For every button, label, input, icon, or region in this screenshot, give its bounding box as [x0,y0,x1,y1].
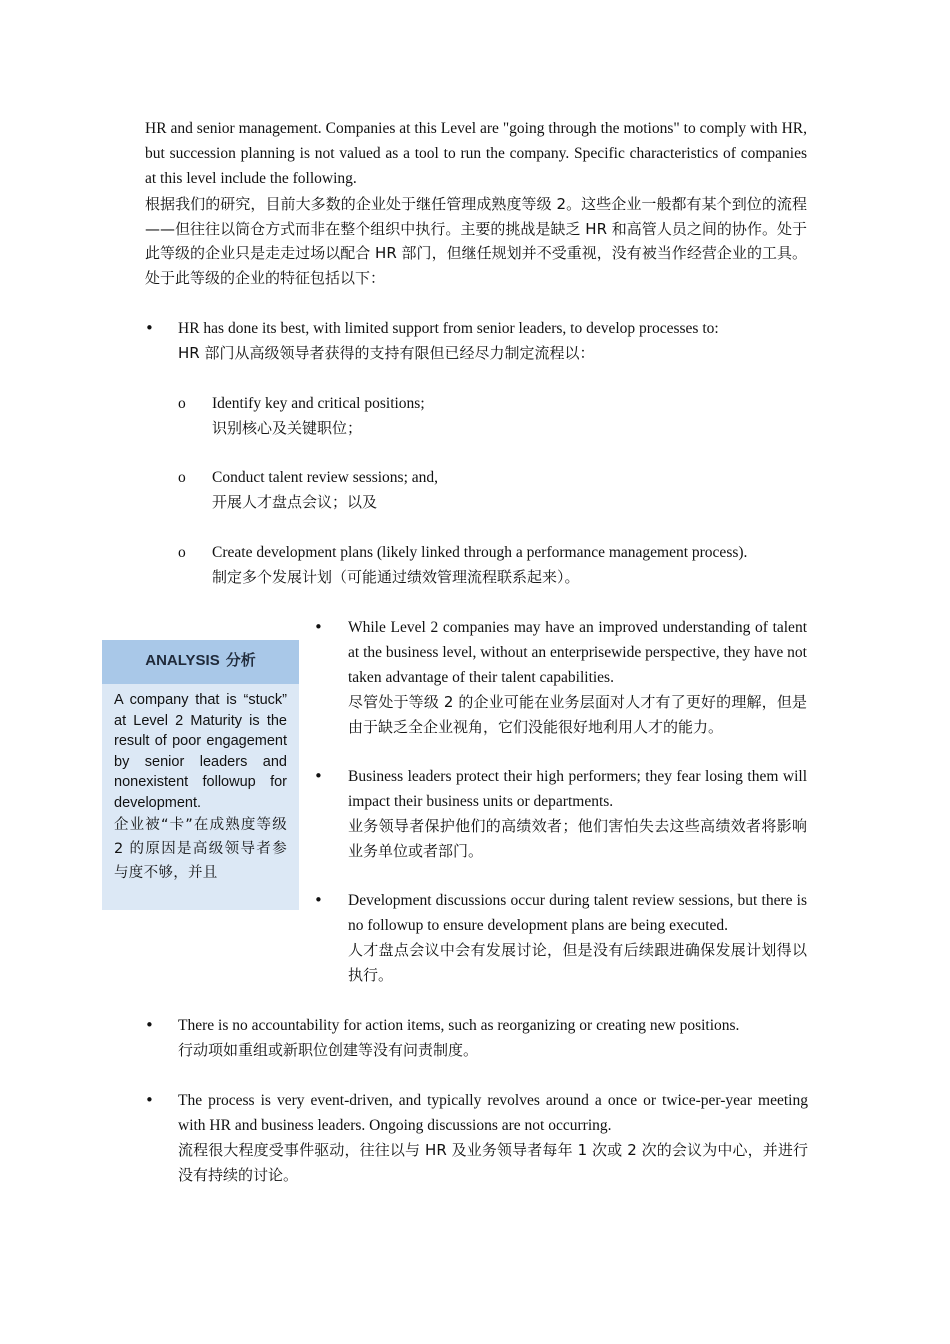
analysis-title-zh: 分析 [225,651,256,669]
side-bullet-text-zh: 人才盘点会议中会有发展讨论，但是没有后续跟进确保发展计划得以执行。 [348,941,807,984]
sub-marker: o [178,469,186,486]
side-bullet-text-en: Business leaders protect their high performers; they fear losing them will impact their business units or departments. [348,768,807,810]
bullet-marker: • [314,891,323,909]
bullet1-text-en: HR has done its best, with limited support from senior leaders, to develop processes to: [178,320,719,337]
bullet-marker: • [314,767,323,785]
sub-item-text [212,540,812,590]
sub-item-text-zh: 开展人才盘点会议；以及 [212,493,378,511]
bullet-text [348,615,807,739]
sub-marker: o [178,395,186,412]
intro-text-en: HR and senior management. Companies at this Level are "going through the motions" to comply with HR, but succession planning is not valued as a tool to run the company. Specific characteristics of companies at this level include the following. [145,120,807,187]
sub-marker: o [178,544,186,561]
analysis-title: ANALYSIS [145,652,220,669]
bullet-marker: • [145,1016,154,1034]
bullet1-text-zh: HR 部门从高级领导者获得的支持有限但已经尽力制定流程以： [178,344,595,362]
bullet-text [348,764,807,863]
analysis-box-header [102,640,299,684]
intro-text-zh: 根据我们的研究，目前大多数的企业处于继任管理成熟度等级 2。这些企业一般都有某个到位的流程——但往往以筒仓方式而非在整个组织中执行。主要的挑战是缺乏 HR 和高管人员之间的协作。处于此等级的企业只是走走过场以配合 HR 部门，但继任规划并不受重视，没有被当作经营企业的工具。处于此等级的企业的特征包括以下： [145,195,807,287]
side-bullet-text-zh: 业务领导者保护他们的高绩效者；他们害怕失去这些高绩效者将影响业务单位或者部门。 [348,817,807,860]
sub-item-text-en: Identify key and critical positions; [212,395,425,412]
bullet-text [178,1013,808,1063]
side-bullet-text-en: Development discussions occur during talent review sessions, but there is no followup to ensure development plans are being executed. [348,892,807,934]
bullet-text [178,1088,808,1187]
analysis-box-body [102,684,299,885]
sub-item-text [212,465,808,515]
sub-item-text-zh: 制定多个发展计划（可能通过绩效管理流程联系起来）。 [212,568,580,586]
side-bullet-text-zh: 尽管处于等级 2 的企业可能在业务层面对人才有了更好的理解，但是由于缺乏全企业视角，它们没能很好地利用人才的能力。 [348,693,807,736]
analysis-text-zh: 企业被“卡”在成熟度等级 2 的原因是高级领导者参与度不够，并且 [114,817,287,881]
bullet-text [178,316,808,366]
analysis-box [102,640,299,910]
bullet-marker: • [314,618,323,636]
sub-item-text [212,391,808,441]
bottom-bullet-text-en: There is no accountability for action items, such as reorganizing or creating new positions. [178,1017,740,1034]
bottom-bullet-text-zh: 流程很大程度受事件驱动，往往以与 HR 及业务领导者每年 1 次或 2 次的会议为中心，并进行没有持续的讨论。 [178,1141,808,1184]
sub-item-text-zh: 识别核心及关键职位； [212,419,363,437]
analysis-text-en: A company that is “stuck” at Level 2 Maturity is the result of poor engagement by senior leaders and nonexistent followup for development. [114,692,287,811]
side-bullet-text-en: While Level 2 companies may have an improved understanding of talent at the business level, without an enterprisewide perspective, they have not taken advantage of their talent capabilities. [348,619,807,686]
sub-item-text-en: Conduct talent review sessions; and, [212,469,438,486]
bottom-bullet-text-zh: 行动项如重组或新职位创建等没有问责制度。 [178,1041,479,1059]
intro-paragraph [145,116,807,290]
bullet-text [348,888,807,987]
bullet-marker: • [145,319,154,337]
sub-item-text-en: Create development plans (likely linked through a performance management process). [212,544,748,561]
bottom-bullet-text-en: The process is very event-driven, and typically revolves around a once or twice-per-year meeting with HR and business leaders. Ongoing discussions are not occurring. [178,1092,808,1134]
bullet-marker: • [145,1091,154,1109]
